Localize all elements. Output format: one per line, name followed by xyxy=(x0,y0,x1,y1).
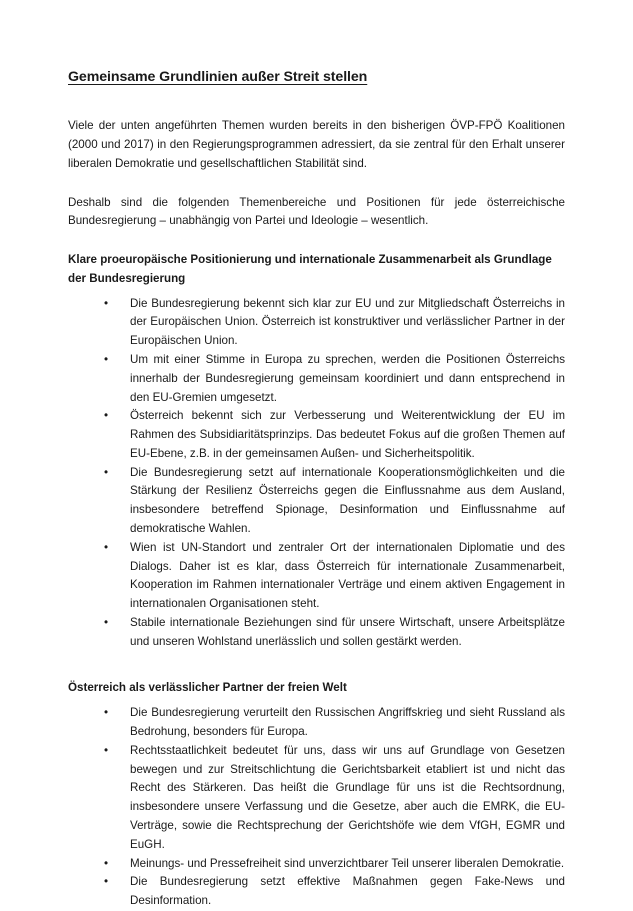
list-item xyxy=(68,855,565,874)
list-item xyxy=(68,614,565,652)
bullet-list-european-positioning xyxy=(68,295,565,652)
bullet-icon: • xyxy=(104,615,109,629)
intro-paragraph-1: Viele der unten angeführten Themen wurden bereits in den bisherigen ÖVP-FPÖ Koalitionen (2000 und 2017) in den Regierungsprogrammen adressiert, da sie zentral für den Erhalt unserer liberalen Demokratie und gesellschaftlichen Stabilität sind. xyxy=(68,119,565,170)
bullet-icon: • xyxy=(104,409,109,423)
bullet-icon: • xyxy=(104,540,109,554)
list-item-text: Österreich bekennt sich zur Verbesserung und Weiterentwicklung der EU im Rahmen des Subsidiaritätsprinzips. Das bedeutet Fokus auf die großen Themen auf EU-Ebene, z.B. in der gemeinsamen Außen- und Sicherheitspolitik. xyxy=(130,409,565,460)
list-item-text: Die Bundesregierung verurteilt den Russischen Angriffskrieg und sieht Russland als Bedrohung, besonders für Europa. xyxy=(130,706,565,739)
list-item xyxy=(68,742,565,855)
section-heading-european-positioning: Klare proeuropäische Positionierung und internationale Zusammenarbeit als Grundlage der Bundesregierung xyxy=(68,253,552,285)
list-item-text: Um mit einer Stimme in Europa zu sprechen, werden die Positionen Österreichs innerhalb der Bundesregierung gemeinsam koordiniert und dann entsprechend in den EU-Gremien umgesetzt. xyxy=(130,352,565,404)
bullet-icon: • xyxy=(104,743,109,757)
bullet-icon: • xyxy=(104,856,109,870)
intro-paragraph-2: Deshalb sind die folgenden Themenbereiche und Positionen für jede österreichische Bundesregierung – unabhängig von Partei und Ideologie – wesentlich. xyxy=(68,195,565,228)
list-item-text: Die Bundesregierung setzt auf internationale Kooperationsmöglichkeiten und die Stärkung der Resilienz Österreichs gegen die Einflussnahme aus dem Ausland, insbesondere betreffend Spionage, Desinformation und Einflussnahme auf demokratische Wahlen. xyxy=(130,465,565,536)
list-item-text: Die Bundesregierung setzt effektive Maßnahmen gegen Fake-News und Desinformation. xyxy=(130,875,565,908)
list-item xyxy=(68,407,565,463)
bullet-icon: • xyxy=(104,296,109,310)
list-item xyxy=(68,464,565,539)
list-item-text: Meinungs- und Pressefreiheit sind unverzichtbarer Teil unserer liberalen Demokratie. xyxy=(130,856,565,870)
list-item xyxy=(68,704,565,742)
section-heading-reliable-partner: Österreich als verlässlicher Partner der freien Welt xyxy=(68,681,347,695)
list-item-text: Rechtsstaatlichkeit bedeutet für uns, dass wir uns auf Grundlage von Gesetzen bewegen und zur Streitschlichtung die Gerichtsbarkeit etabliert ist und nicht das Recht des Stärkeren. Das heißt die Grundlage für uns ist die Rechtsordnung, insbesondere unsere Verfassung und die Gesetze, aber auch die EMRK, die EU-Verträge, sowie die Rechtsprechung der Gerichtshöfe wie dem VfGH, EGMR und EuGH. xyxy=(130,743,565,851)
bullet-icon: • xyxy=(104,465,109,479)
bullet-icon: • xyxy=(104,352,109,366)
list-item-text: Wien ist UN-Standort und zentraler Ort der internationalen Diplomatie und des Dialogs. Daher ist es klar, dass Österreich für internationale Zusammenarbeit, Kooperation im Rahmen internationaler Verträge und einem aktiven Engagement in internationalen Organisationen steht. xyxy=(130,540,565,611)
bullet-list-reliable-partner xyxy=(68,704,565,911)
list-item xyxy=(68,539,565,614)
list-item-text: Die Bundesregierung bekennt sich klar zur EU und zur Mitgliedschaft Österreichs in der Europäischen Union. Österreich ist konstruktiver und verlässlicher Partner in der Europäischen Union. xyxy=(130,296,565,348)
bullet-icon: • xyxy=(104,706,109,720)
list-item xyxy=(68,295,565,351)
section-spacer xyxy=(68,669,565,679)
list-item xyxy=(68,351,565,407)
list-item-text: Stabile internationale Beziehungen sind für unsere Wirtschaft, unsere Arbeitsplätze und unseren Wohlstand unerlässlich und sollen gestärkt werden. xyxy=(130,615,565,648)
page-title: Gemeinsame Grundlinien außer Streit stellen xyxy=(68,69,368,85)
bullet-icon: • xyxy=(104,875,109,889)
list-item xyxy=(68,873,565,911)
